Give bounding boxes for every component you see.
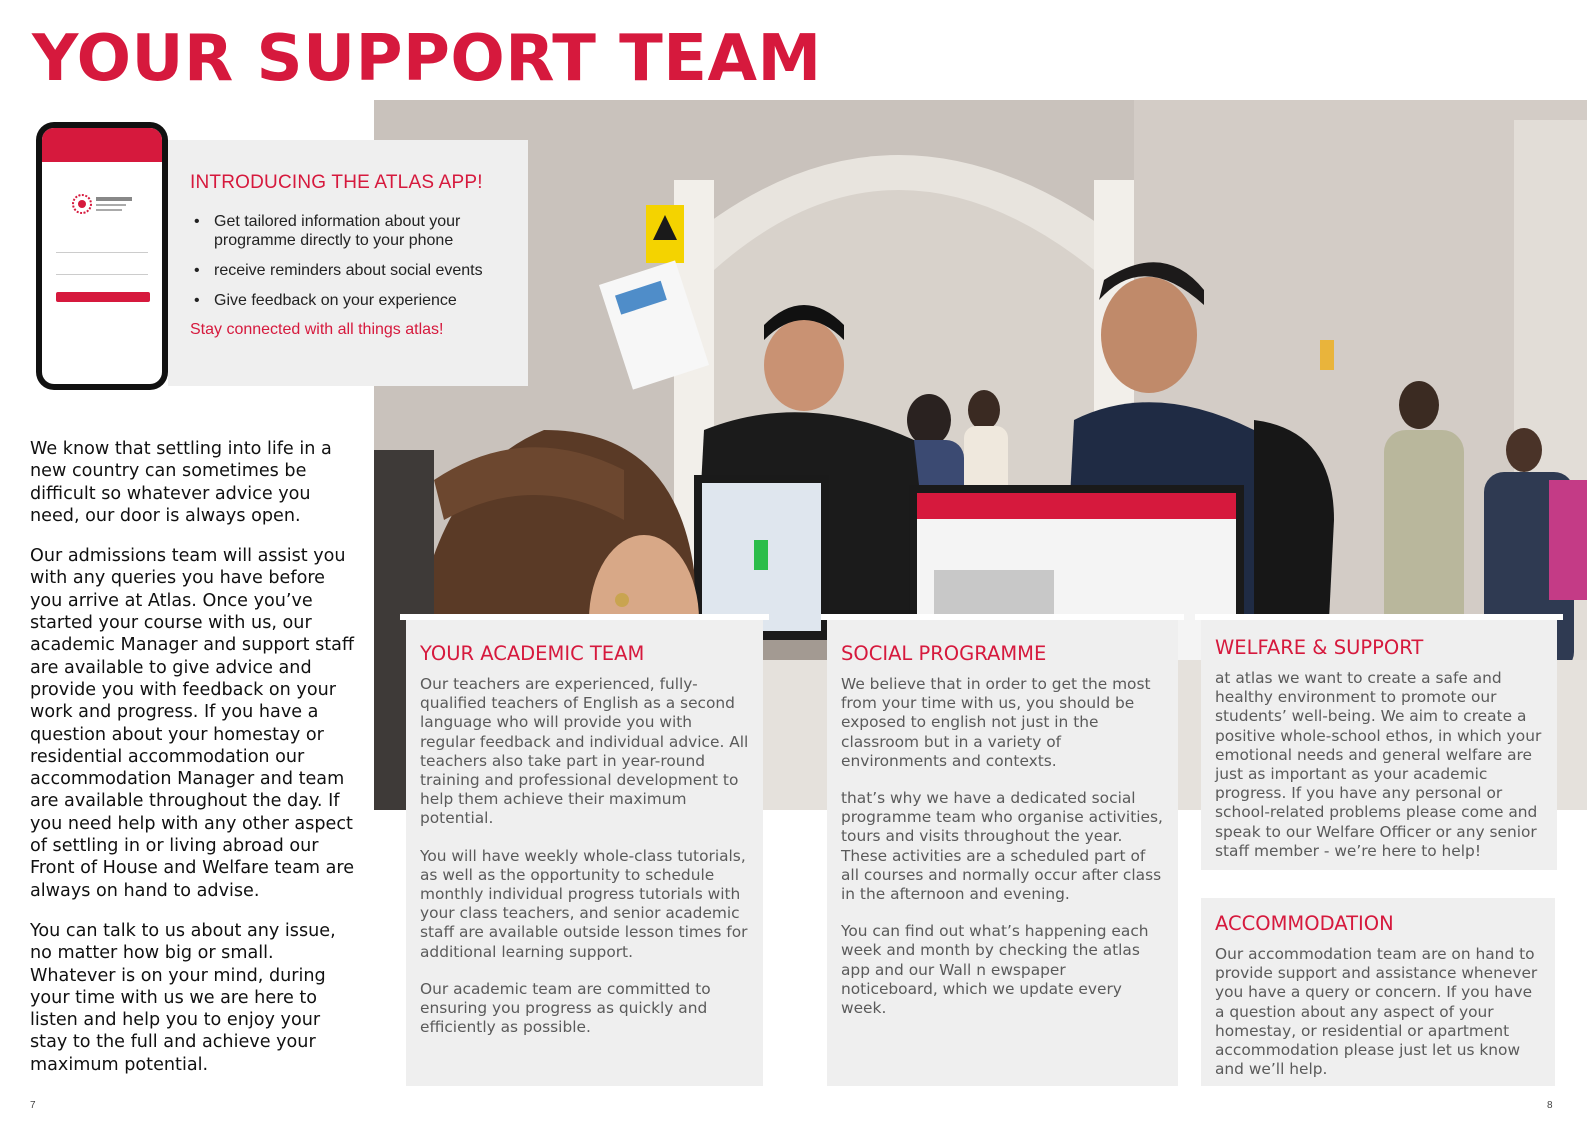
app-promo-card xyxy=(168,140,528,386)
app-promo-bullet: • Get tailored information about your programme directly to your phone xyxy=(190,212,508,250)
social-programme-heading: SOCIAL PROGRAMME xyxy=(841,642,1047,665)
page-title: YOUR SUPPORT TEAM xyxy=(32,22,822,96)
app-promo-bullet: • receive reminders about social events xyxy=(190,261,508,280)
atlas-logo-icon xyxy=(72,190,136,218)
app-promo-bullet: • Give feedback on your experience xyxy=(190,291,508,310)
phone-mockup xyxy=(36,122,168,390)
phone-password-field xyxy=(56,274,148,275)
intro-paragraph: You can talk to us about any issue, no matter how big or small. Whatever is on your mind, during your time with us we are here to listen and help you to enjoy your stay to the full and achieve your maximum potential. xyxy=(30,920,336,1075)
phone-login-button xyxy=(56,292,150,302)
academic-paragraph: Our academic team are committed to ensuring you progress as quickly and efficiently as possible. xyxy=(420,979,711,1037)
accommodation-paragraph: Our accommodation team are on hand to provide support and assistance whenever you have a query or concern. If you have a question about any aspect of your homestay, or residential or apartment accommodation please just let us know and we’ll help. xyxy=(1215,945,1538,1079)
accommodation-card xyxy=(1201,898,1555,1086)
app-promo-heading: INTRODUCING THE ATLAS APP! xyxy=(190,172,483,193)
intro-text xyxy=(30,438,362,1094)
page-number-left: 7 xyxy=(30,1100,36,1111)
page-number-right: 8 xyxy=(1547,1100,1553,1111)
social-paragraph: You can find out what’s happening each week and month by checking the atlas app and our Wall n ewspaper noticeboard, which we update every week. xyxy=(841,922,1149,1018)
welfare-support-card xyxy=(1201,620,1557,870)
phone-topbar xyxy=(42,128,162,162)
phone-username-field xyxy=(56,252,148,253)
academic-paragraph: Our teachers are experienced, fully-qualified teachers of English as a second language who will provide you with regular feedback and individual advice. All teachers also take part in year-round training and professional development to help them achieve their maximum potential. xyxy=(420,675,749,828)
social-paragraph: that’s why we have a dedicated social programme team who organise activities, tours and visits throughout the year. These activities are a scheduled part of all courses and normally occur after class in the afternoon and evening. xyxy=(841,789,1163,904)
app-promo-list xyxy=(190,212,508,310)
intro-paragraph: We know that settling into life in a new country can sometimes be difficult so whatever advice you need, our door is always open. xyxy=(30,439,332,526)
academic-team-heading: YOUR ACADEMIC TEAM xyxy=(420,642,645,665)
social-programme-card xyxy=(827,620,1178,1086)
phone-screen xyxy=(42,128,162,384)
intro-paragraph: Our admissions team will assist you with any queries you have before you arrive at Atlas. Once you’ve started your course with us, our academic Manager and support staff are available to give advice and provide you with feedback on your work and progress. If you have a question about your homestay or residential accommodation our accommodation Manager and team are available throughout the day. If you need help with any other aspect of settling in or living abroad our Front of House and Welfare team are always on hand to advise. xyxy=(30,546,355,901)
accommodation-heading: ACCOMMODATION xyxy=(1215,912,1394,935)
academic-team-card xyxy=(406,620,763,1086)
welfare-paragraph: at atlas we want to create a safe and healthy environment to promote our students’ well-being. We aim to create a positive whole-school ethos, in which your emotional needs and general welfare are just as important as your academic progress. If you have any personal or school-related problems please come and speak to our Welfare Officer or any senior staff member - we’re here to help! xyxy=(1215,669,1542,860)
social-paragraph: We believe that in order to get the most from your time with us, you should be exposed to english not just in the classroom but in a variety of environments and contexts. xyxy=(841,675,1151,770)
welfare-support-heading: WELFARE & SUPPORT xyxy=(1215,636,1424,659)
academic-paragraph: You will have weekly whole-class tutorials, as well as the opportunity to schedule monthly individual progress tutorials with your class teachers, and senior academic staff are available outside lesson times for additional learning support. xyxy=(420,846,748,961)
app-promo-tagline: Stay connected with all things atlas! xyxy=(190,321,444,338)
